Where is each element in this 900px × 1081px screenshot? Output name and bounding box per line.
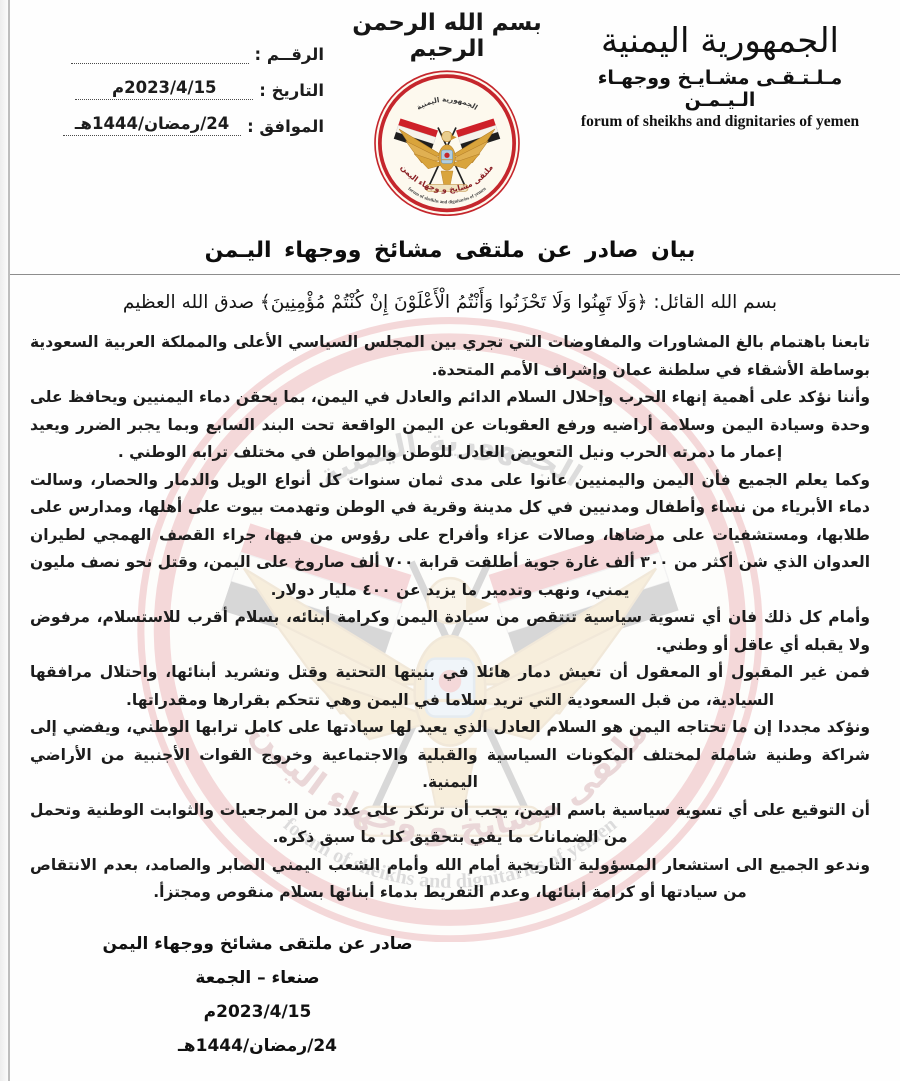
organization-name-arabic: مـلـتـقـى مشـايـخ ووجهـاء الـيـمـن	[597, 66, 843, 111]
place-line: صنعاء – الجمعة	[195, 967, 320, 988]
organization-name-english: forum of sheikhs and dignitaries of yemen	[580, 112, 860, 130]
statement-paragraph: وأننا نؤكد على أهمية إنهاء الحرب وإحلال السلام الدائم والعادل في اليمن، بما يحقن دماء اليمنيين ويحافظ على وحدة وسيادة اليمن وسلامة أراضيه ورفع العقوبات عن اليمن الواقعة تحت البند السابع وبما يجبر الضرر ويعيد إعمار ما دمرته الحرب ونيل التعويض العادل للوطن والمواطن في مختلف ترابه الوطني .	[30, 388, 870, 461]
quran-verse: بسم الله القائل: ﴿وَلَا تَهِنُوا وَلَا تَحْزَنُوا وَأَنْتُمُ الْأَعْلَوْنَ إِنْ كُنْتُمْ مُؤْمِنِينَ﴾ صدق الله العظيم	[122, 292, 778, 313]
yemen-emblem-icon	[372, 66, 522, 216]
hijri-date-line: 24/رمضان/1444هـ	[178, 1035, 337, 1056]
statement-paragraph: وكما يعلم الجميع فأن اليمن واليمنيين عانوا على مدى ثمان سنوات كل أنواع الويل والدمار والحصار، وسالت دماء الأبرياء من نساء وأطفال ومدنيين في كل مدينة وقرية في الوطن وتهدمت بيوت على أهلها، ومدارس على طلابها، ومستشفيات على مرضاها، وصالات عزاء وأفراح على رؤوس من فيها، جراء القصف الهمجي لطيران العدوان الذي شن أكثر من ٣٠٠ ألف غارة جوية أطلقت قرابة ٧٠٠ ألف صاروخ على اليمن، وقتل نحو نصف مليون يمني، ونهب وتدمير ما يزيد عن ٤٠٠ مليار دولار.	[30, 470, 871, 599]
statement-paragraph: وندعو الجميع الى استشعار المسؤولية التاريخية أمام الله وأمام الشعب اليمني الصابر والصامد، بعدم الانتقاص من سيادتها أو كرامة أبنائها، وعدم التفريط بدماء أبنائها بسلام منقوص ومجتزأ.	[30, 855, 870, 901]
hijri-date-label: الموافق :	[247, 117, 324, 136]
date-label: التاريخ :	[259, 81, 324, 100]
emblem-block	[324, 8, 570, 220]
signature-block	[85, 927, 430, 1063]
gregorian-date-line: 2023/4/15م	[203, 1001, 312, 1022]
statement-paragraph: وأمام كل ذلك فان أي تسوية سياسية تنتقص من سيادة اليمن وكرامة أبنائه، بسلام أقرب للاستسلام، مرفوض ولا يقبله أي عاقل أو وطني.	[30, 608, 870, 654]
field-hijri-date	[30, 114, 324, 136]
organization-block	[570, 8, 870, 131]
statement-paragraph: تابعنا باهتمام بالغ المشاورات والمفاوضات التي تجري بين المجلس السياسي الأعلى والمملكة العربية السعودية بوساطة الأشقاء في سلطنة عمان وإشراف الأمم المتحدة.	[30, 333, 870, 379]
bismillah-calligraphy: بسم الله الرحمن الرحيم	[352, 10, 542, 62]
reference-fields	[30, 8, 324, 150]
statement-paragraph: ونؤكد مجددا إن ما تحتاجه اليمن هو السلام العادل الذي يعيد لها سيادتها على كامل ترابها الوطني، ويفضي إلى شراكة وطنية شاملة لمختلف المكونات السياسية والقبلية والاجتماعية وخروج القوات الأجنبية من الأراضي اليمنية.	[30, 718, 870, 791]
hijri-date-value: 24/رمضان/1444هـ	[63, 114, 241, 136]
number-label: الرقــم :	[254, 45, 324, 64]
statement-paragraph: فمن غير المقبول أو المعقول أن تعيش دمار هائلا في بنيتها التحتية وقتل وتشريد أبنائها، واحتلال مرافقها السيادية، من قبل السعودية التي تريد سلاما في اليمن وهي تتحكم بقرارها ومقدراتها.	[30, 663, 870, 709]
field-number	[30, 42, 324, 64]
number-value	[71, 42, 249, 64]
issued-by-line: صادر عن ملتقى مشائخ ووجهاء اليمن	[102, 933, 413, 954]
letterhead	[30, 8, 870, 220]
field-date	[30, 78, 324, 100]
date-value: 2023/4/15م	[75, 78, 253, 100]
title-divider	[0, 274, 900, 275]
statement-body	[30, 329, 870, 907]
country-calligraphy: الجمهورية اليمنية	[600, 21, 840, 61]
statement-title: بيان صادر عن ملتقى مشائخ ووجهاء اليـمن	[204, 238, 696, 263]
scan-edge-artifact	[0, 0, 10, 1081]
statement-paragraph: أن التوقيع على أي تسوية سياسية باسم اليمن، يجب أن ترتكز على عدد من المرجعيات والثوابت الوطنية وتحمل من الضمانات ما يفي بتحقيق كل ما سبق ذكره.	[30, 800, 870, 846]
